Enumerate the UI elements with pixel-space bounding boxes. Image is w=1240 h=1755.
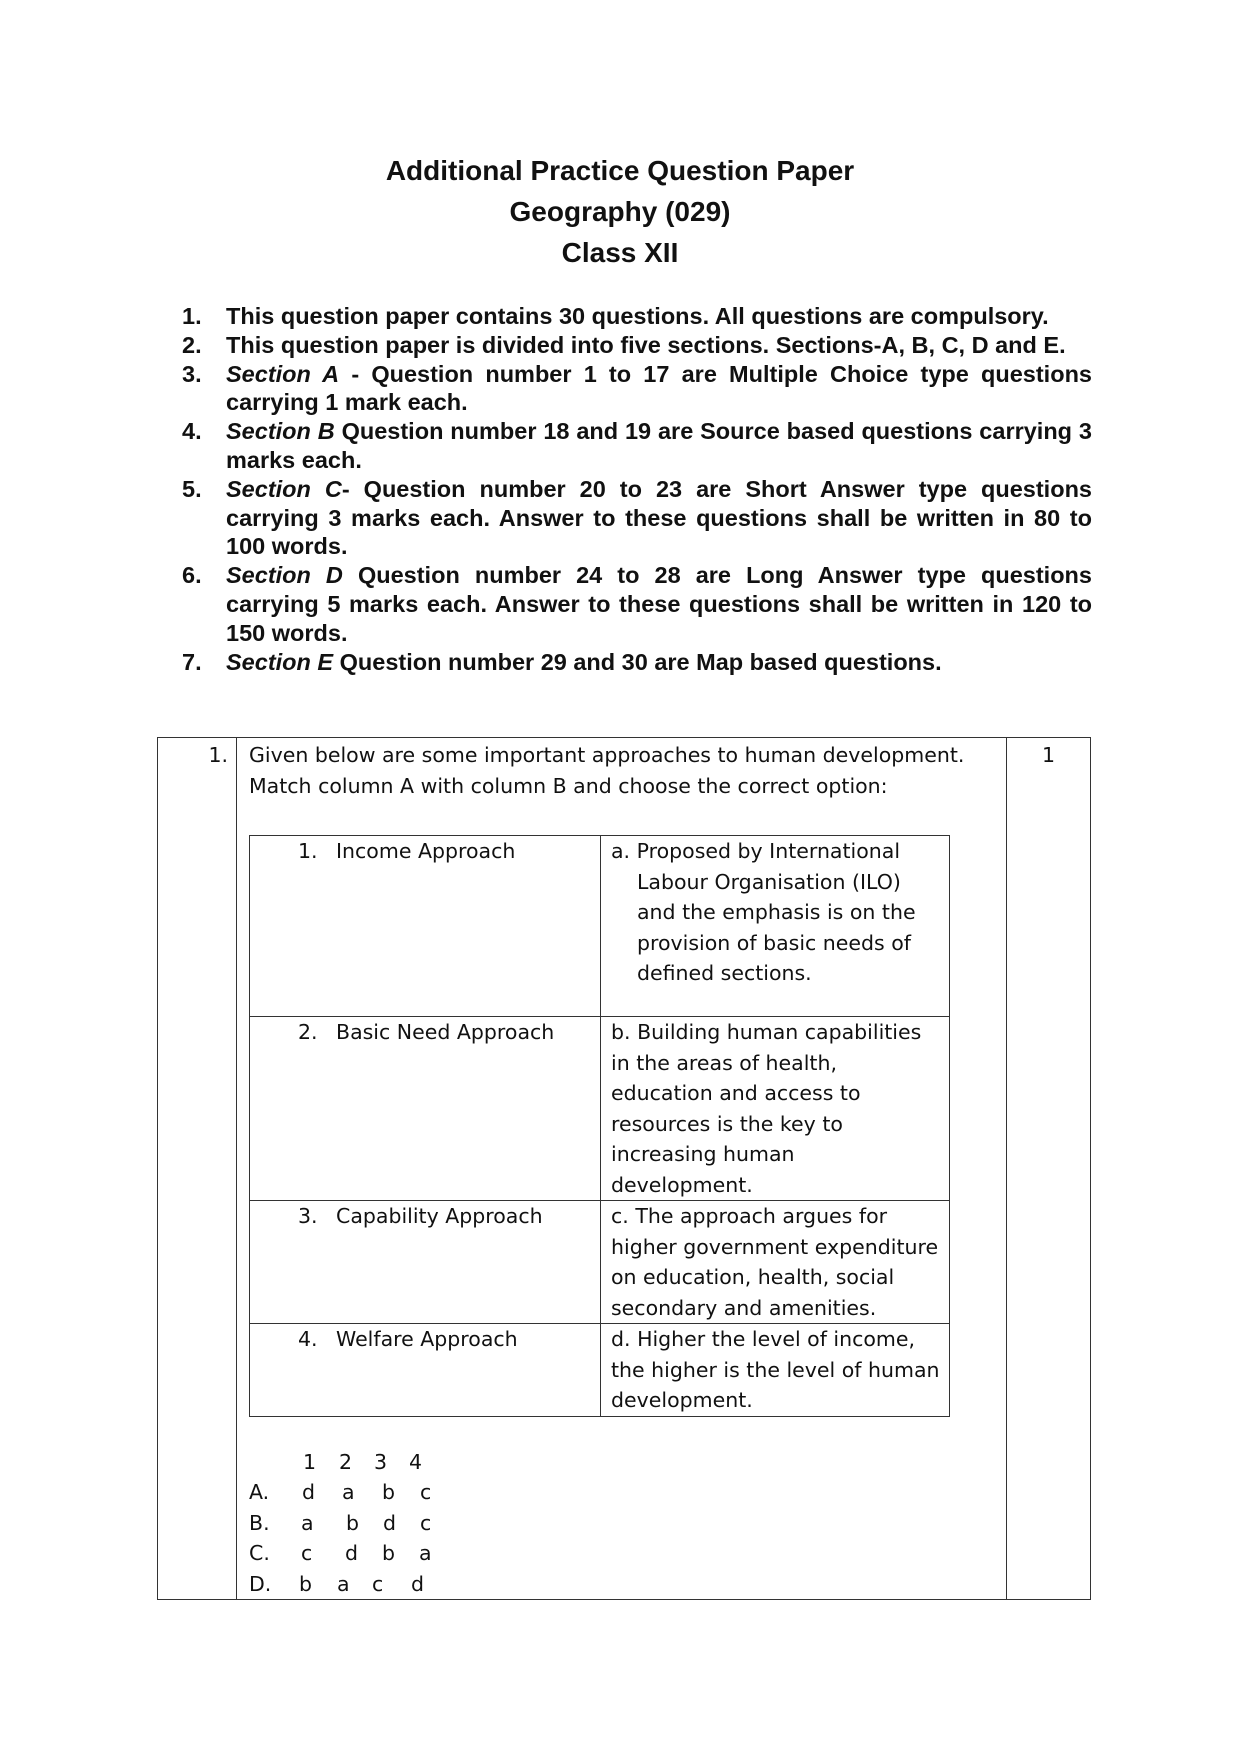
column-a-cell (250, 1324, 601, 1417)
instruction-item (182, 417, 1092, 475)
option-value: b (299, 1571, 313, 1596)
column-b-line: increasing human development. (611, 1142, 795, 1197)
question-row (158, 738, 1091, 1600)
title-line-2: Geography (029) (509, 196, 731, 227)
instruction-text: This question paper contains 30 questions. All questions are compulsory. (226, 303, 1049, 329)
instruction-text: - Question number 1 to 17 are Multiple Choice type questions carrying 1 mark each. (226, 360, 1092, 416)
column-b-label: c. (611, 1204, 629, 1228)
options-header-number: 3 (374, 1449, 388, 1474)
option-value: c (301, 1541, 313, 1565)
column-a-number: 4. (298, 1327, 318, 1351)
answer-options (249, 1447, 994, 1600)
column-b-line: The approach argues for (635, 1204, 888, 1228)
instruction-item (182, 561, 1092, 647)
option-value: c (420, 1480, 432, 1504)
instruction-number: 6. (182, 562, 202, 589)
column-b-line: provision of basic needs of (637, 930, 911, 955)
instruction-item (182, 360, 1092, 418)
column-a-cell (250, 1201, 601, 1324)
instruction-text: - Question number 20 to 23 are Short Answer type questions carrying 3 marks each. Answer to these questions shall be written in 80 to 100 words. (226, 475, 1092, 560)
column-b-line: on education, health, social (611, 1265, 895, 1289)
column-b-line: Proposed by International (636, 839, 901, 863)
marks-cell (1007, 738, 1091, 1600)
column-b-line: development. (611, 1388, 753, 1412)
option-value: a (301, 1510, 314, 1535)
option-row (249, 1569, 994, 1600)
section-label: Section D (226, 562, 343, 589)
column-b-line: defined sections. (637, 961, 812, 985)
instruction-number: 4. (182, 418, 202, 445)
section-label: Section C (226, 475, 342, 502)
column-b-line: Labour Organisation (ILO) (637, 869, 901, 894)
option-value: a (337, 1571, 350, 1596)
option-value: a (419, 1541, 432, 1565)
match-row (250, 1017, 950, 1201)
instruction-text: Question number 24 to 28 are Long Answer type questions carrying 5 marks each. Answer to these questions shall be written in 120 to 150 words. (226, 562, 1092, 646)
instruction-text: Question number 18 and 19 are Source based questions carrying 3 marks each. (226, 418, 1092, 473)
option-value: d (383, 1510, 397, 1535)
column-b-line: Building human capabilities (637, 1020, 922, 1044)
section-label: Section E (226, 648, 334, 675)
column-a-text: Income Approach (336, 839, 516, 863)
column-b-line: higher government expenditure (611, 1234, 939, 1259)
option-row (249, 1477, 994, 1508)
option-label: D. (249, 1571, 272, 1596)
question-stem (249, 740, 994, 801)
column-b-line: secondary and amenities. (611, 1295, 877, 1320)
title-line-3: Class XII (561, 237, 679, 268)
question-table (157, 737, 1091, 1600)
column-b-label: b. (611, 1020, 631, 1044)
general-instructions (182, 302, 1092, 676)
option-label: B. (249, 1510, 270, 1535)
instruction-number: 3. (182, 360, 202, 387)
instruction-number: 5. (182, 475, 202, 502)
column-b-label: a. (611, 839, 631, 863)
instruction-item (182, 331, 1092, 360)
instruction-text: This question paper is divided into five sections. Sections-A, B, C, D and E. (226, 331, 1066, 358)
match-row (250, 836, 950, 1017)
match-table (249, 835, 950, 1417)
option-row (249, 1508, 994, 1539)
column-b-line: Higher the level of income, (637, 1327, 916, 1351)
question-stem-line: Match column A with column B and choose the correct option: (249, 773, 888, 798)
column-a-number: 3. (298, 1204, 318, 1228)
column-a-number: 2. (298, 1020, 318, 1044)
question-number: 1. (208, 743, 228, 767)
question-stem-line: Given below are some important approaches to human development. (249, 743, 965, 767)
option-label: C. (249, 1541, 270, 1565)
options-header-number: 2 (339, 1449, 353, 1474)
instruction-text: Question number 29 and 30 are Map based questions. (333, 648, 942, 675)
option-value: c (372, 1571, 384, 1596)
options-header-number: 1 (303, 1449, 317, 1474)
option-row (249, 1538, 994, 1569)
column-b-label: d. (611, 1327, 631, 1351)
option-value: b (382, 1480, 396, 1504)
option-value: d (302, 1480, 316, 1504)
column-b-cell (601, 1017, 950, 1201)
column-b-line: in the areas of health, (611, 1050, 837, 1075)
column-a-number: 1. (298, 839, 318, 863)
column-b-cell (601, 1324, 950, 1417)
option-value: b (346, 1510, 360, 1535)
options-header-number: 4 (409, 1449, 423, 1474)
options-header (249, 1447, 994, 1478)
option-value: d (345, 1541, 359, 1565)
section-label: Section A (226, 360, 340, 387)
column-a-cell (250, 836, 601, 1017)
question-number-cell (158, 738, 237, 1600)
instruction-number: 1. (182, 303, 202, 329)
option-label: A. (249, 1480, 270, 1504)
column-b-cell (601, 1201, 950, 1324)
column-a-text: Capability Approach (336, 1204, 543, 1228)
column-b-line: education and access to (611, 1081, 861, 1105)
column-b-cell (601, 836, 950, 1017)
column-a-text: Basic Need Approach (336, 1020, 555, 1044)
title-line-1: Additional Practice Question Paper (385, 155, 855, 186)
option-value: c (420, 1510, 432, 1535)
instruction-number: 2. (182, 331, 202, 358)
marks-value: 1 (1041, 743, 1056, 767)
option-value: d (411, 1571, 425, 1596)
option-value: b (382, 1541, 396, 1565)
match-row (250, 1201, 950, 1324)
match-row (250, 1324, 950, 1417)
instruction-item (182, 648, 1092, 677)
option-value: a (342, 1480, 355, 1504)
column-b-line: and the emphasis is on the (637, 900, 916, 924)
instruction-item (182, 475, 1092, 561)
column-b-line: resources is the key to (611, 1111, 843, 1136)
question-body-cell (237, 738, 1007, 1600)
column-b-line: the higher is the level of human (611, 1357, 940, 1382)
paper-title (0, 150, 1240, 273)
instruction-number: 7. (182, 648, 202, 675)
column-a-text: Welfare Approach (336, 1327, 518, 1351)
column-a-cell (250, 1017, 601, 1201)
instruction-item (182, 302, 1092, 331)
section-label: Section B (226, 418, 335, 445)
